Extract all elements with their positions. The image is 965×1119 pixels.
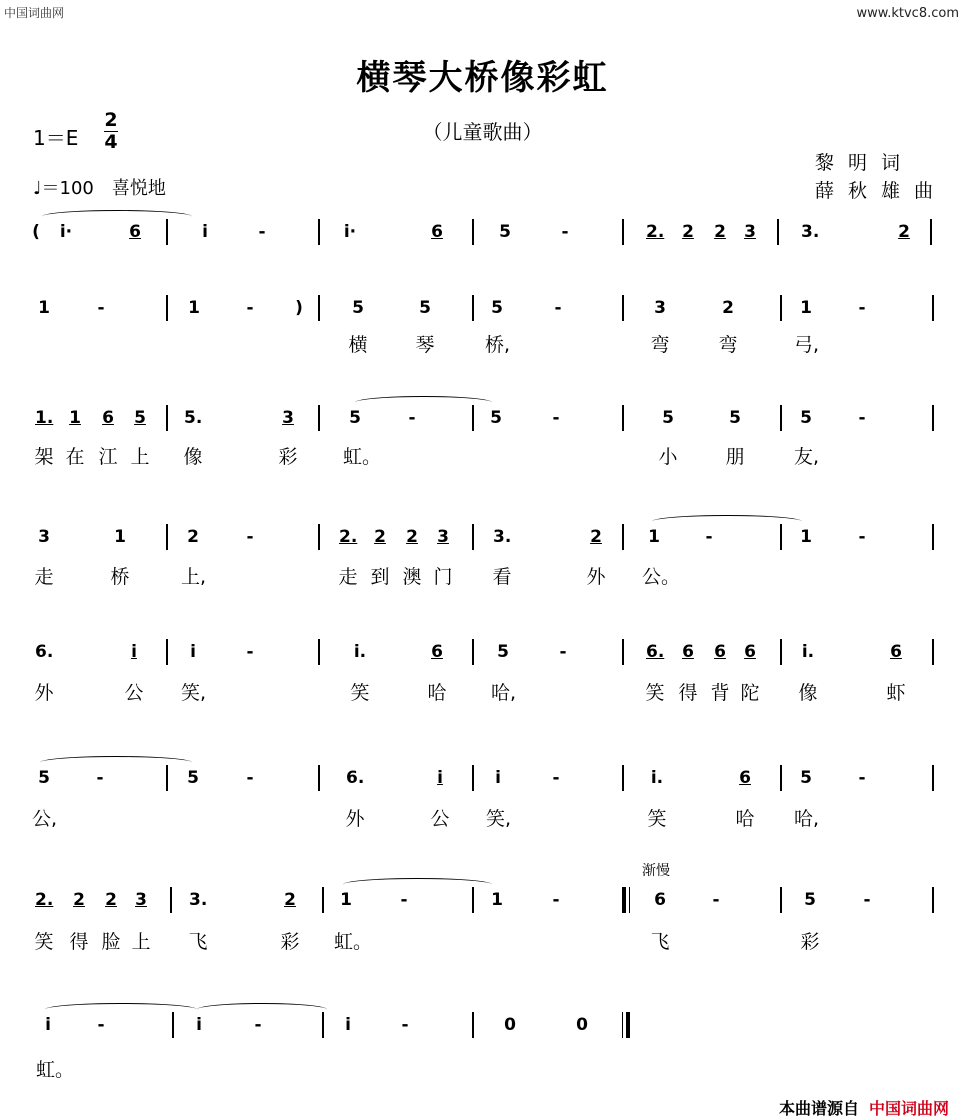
barline xyxy=(472,295,474,321)
lyric-6-6: 虹。 xyxy=(334,931,373,953)
note-3-10: 1 xyxy=(648,527,660,547)
composer-credit: 薛秋雄曲 xyxy=(815,180,948,202)
lyric-3-4: 到 xyxy=(370,566,390,588)
barline xyxy=(166,639,168,665)
tie-arc xyxy=(343,878,492,891)
lyric-6-5: 彩 xyxy=(280,931,300,953)
lyric-6-3: 上 xyxy=(131,931,151,953)
note-5-0: 5 xyxy=(38,768,50,788)
note-3-1: 1 xyxy=(114,527,126,547)
song-title: 横琴大桥像彩虹 xyxy=(356,58,609,98)
tie-arc xyxy=(652,515,802,528)
key-signature: 1＝E xyxy=(33,126,79,150)
note-6-13: - xyxy=(863,890,871,910)
barline xyxy=(170,887,172,913)
note-0-11: 2 xyxy=(714,222,726,242)
note-3-0: 3 xyxy=(38,527,50,547)
note-2-2: 6 xyxy=(102,408,114,428)
lyric-4-6: 笑 xyxy=(645,682,665,704)
lyric-4-1: 公 xyxy=(124,682,144,704)
lyric-2-6: 虹。 xyxy=(343,446,382,468)
note-2-4: 5. xyxy=(184,408,203,428)
note-2-11: 5 xyxy=(729,408,741,428)
note-6-12: 5 xyxy=(804,890,816,910)
note-3-5: 2 xyxy=(374,527,386,547)
note-0-13: 3. xyxy=(801,222,820,242)
meter-top: 2 xyxy=(104,109,118,131)
note-5-4: 6. xyxy=(346,768,365,788)
note-5-9: 6 xyxy=(739,768,751,788)
note-0-14: 2 xyxy=(898,222,910,242)
lyric-5-6: 哈, xyxy=(794,808,820,830)
lyric-5-4: 笑 xyxy=(647,808,667,830)
note-7-2: i xyxy=(196,1015,202,1035)
note-4-11: 6 xyxy=(744,642,756,662)
lyric-1-2: 桥, xyxy=(485,334,511,356)
note-1-6: 5 xyxy=(419,298,431,318)
lyric-4-8: 背 xyxy=(710,682,730,704)
lyric-3-7: 看 xyxy=(492,566,512,588)
final-barline xyxy=(622,1012,630,1038)
note-3-4: 2. xyxy=(339,527,358,547)
barline xyxy=(932,524,934,550)
note-1-9: 3 xyxy=(654,298,666,318)
note-7-1: - xyxy=(97,1015,105,1035)
lyric-4-5: 哈, xyxy=(491,682,517,704)
lyric-5-2: 公 xyxy=(430,808,450,830)
note-7-4: i xyxy=(345,1015,351,1035)
note-6-7: - xyxy=(400,890,408,910)
note-6-10: 6 xyxy=(654,890,666,910)
note-0-8: - xyxy=(561,222,569,242)
barline xyxy=(780,405,782,431)
barline xyxy=(318,765,320,791)
lyric-3-9: 公。 xyxy=(642,566,681,588)
lyric-4-2: 笑, xyxy=(181,682,207,704)
lyric-4-10: 像 xyxy=(798,682,818,704)
lyric-6-1: 得 xyxy=(69,931,89,953)
barline xyxy=(780,765,782,791)
barline xyxy=(622,405,624,431)
lyric-2-4: 像 xyxy=(183,446,203,468)
note-1-5: 5 xyxy=(352,298,364,318)
note-3-11: - xyxy=(705,527,713,547)
note-5-6: i xyxy=(495,768,501,788)
note-4-10: 6 xyxy=(714,642,726,662)
note-4-12: i. xyxy=(801,642,815,662)
note-2-7: - xyxy=(408,408,416,428)
note-2-5: 3 xyxy=(282,408,294,428)
note-5-11: - xyxy=(858,768,866,788)
note-2-8: 5 xyxy=(490,408,502,428)
barline xyxy=(622,219,624,245)
note-4-9: 6 xyxy=(682,642,694,662)
lyric-3-1: 桥 xyxy=(110,566,130,588)
note-4-1: i xyxy=(131,642,137,662)
note-6-11: - xyxy=(712,890,720,910)
barline xyxy=(472,639,474,665)
barline xyxy=(322,887,324,913)
note-2-6: 5 xyxy=(349,408,361,428)
note-4-8: 6. xyxy=(646,642,665,662)
note-5-5: i xyxy=(437,768,443,788)
note-6-8: 1 xyxy=(491,890,503,910)
lyric-2-3: 上 xyxy=(130,446,150,468)
note-2-9: - xyxy=(552,408,560,428)
barline xyxy=(166,524,168,550)
footer-source: 本曲谱源自 xyxy=(778,1099,859,1118)
note-2-0: 1. xyxy=(35,408,54,428)
note-4-6: 5 xyxy=(497,642,509,662)
footer-credit xyxy=(779,1096,949,1119)
note-7-6: 0 xyxy=(504,1015,516,1035)
barline xyxy=(318,219,320,245)
lyric-1-3: 弯 xyxy=(650,334,670,356)
note-1-8: - xyxy=(554,298,562,318)
note-5-10: 5 xyxy=(800,768,812,788)
note-0-6: 6 xyxy=(431,222,443,242)
lyric-3-8: 外 xyxy=(586,566,606,588)
note-4-4: i. xyxy=(353,642,367,662)
lyric-2-0: 架 xyxy=(34,446,54,468)
barline xyxy=(472,765,474,791)
lyric-6-2: 脸 xyxy=(101,931,121,953)
note-4-0: 6. xyxy=(35,642,54,662)
note-0-9: 2. xyxy=(646,222,665,242)
note-5-2: 5 xyxy=(187,768,199,788)
lyric-2-1: 在 xyxy=(65,446,85,468)
note-6-2: 2 xyxy=(105,890,117,910)
barline xyxy=(930,219,932,245)
note-3-2: 2 xyxy=(187,527,199,547)
note-3-3: - xyxy=(246,527,254,547)
lyric-4-9: 陀 xyxy=(740,682,760,704)
lyric-5-5: 哈 xyxy=(735,808,755,830)
note-3-6: 2 xyxy=(406,527,418,547)
tie-arc xyxy=(40,756,192,769)
lyric-3-3: 走 xyxy=(338,566,358,588)
meter-bottom: 4 xyxy=(104,131,118,153)
note-5-1: - xyxy=(96,768,104,788)
barline xyxy=(166,405,168,431)
barline xyxy=(777,219,779,245)
note-4-3: - xyxy=(246,642,254,662)
note-1-4: ) xyxy=(295,298,303,318)
note-6-3: 3 xyxy=(135,890,147,910)
barline xyxy=(318,405,320,431)
barline xyxy=(472,1012,474,1038)
note-1-12: - xyxy=(858,298,866,318)
lyric-3-2: 上, xyxy=(181,566,207,588)
note-7-5: - xyxy=(401,1015,409,1035)
footer-site: 中国词曲网 xyxy=(868,1099,949,1118)
lyric-5-0: 公, xyxy=(32,808,58,830)
lyric-3-0: 走 xyxy=(34,566,54,588)
note-1-0: 1 xyxy=(38,298,50,318)
tie-arc xyxy=(197,1003,327,1016)
note-6-4: 3. xyxy=(189,890,208,910)
note-0-1: i· xyxy=(59,222,73,242)
barline xyxy=(780,639,782,665)
lyric-6-0: 笑 xyxy=(34,931,54,953)
note-6-6: 1 xyxy=(340,890,352,910)
lyric-3-6: 门 xyxy=(433,566,453,588)
lyric-6-8: 彩 xyxy=(800,931,820,953)
note-1-3: - xyxy=(246,298,254,318)
note-6-1: 2 xyxy=(73,890,85,910)
note-7-7: 0 xyxy=(576,1015,588,1035)
note-3-7: 3 xyxy=(437,527,449,547)
barline xyxy=(932,639,934,665)
lyricist-credit: 黎明词 xyxy=(815,152,915,174)
lyric-5-1: 外 xyxy=(345,808,365,830)
note-6-0: 2. xyxy=(35,890,54,910)
note-0-3: i xyxy=(202,222,208,242)
note-0-7: 5 xyxy=(499,222,511,242)
note-5-3: - xyxy=(246,768,254,788)
lyric-4-3: 笑 xyxy=(350,682,370,704)
song-subtitle: （儿童歌曲） xyxy=(422,120,543,144)
barline xyxy=(932,765,934,791)
tie-arc xyxy=(355,396,492,409)
lyric-1-0: 横 xyxy=(348,334,368,356)
note-2-1: 1 xyxy=(69,408,81,428)
barline xyxy=(472,219,474,245)
lyric-2-5: 彩 xyxy=(278,446,298,468)
note-0-12: 3 xyxy=(744,222,756,242)
barline xyxy=(622,639,624,665)
barline xyxy=(622,295,624,321)
lyric-4-4: 哈 xyxy=(427,682,447,704)
note-3-12: 1 xyxy=(800,527,812,547)
note-5-8: i. xyxy=(650,768,664,788)
lyric-2-8: 朋 xyxy=(725,446,745,468)
note-1-1: - xyxy=(97,298,105,318)
note-2-12: 5 xyxy=(800,408,812,428)
lyric-6-4: 飞 xyxy=(188,931,208,953)
note-4-7: - xyxy=(559,642,567,662)
note-2-10: 5 xyxy=(662,408,674,428)
lyric-6-7: 飞 xyxy=(650,931,670,953)
lyric-7-0: 虹。 xyxy=(36,1059,75,1081)
lyric-2-7: 小 xyxy=(658,446,678,468)
note-2-3: 5 xyxy=(134,408,146,428)
barline xyxy=(622,524,624,550)
note-4-13: 6 xyxy=(890,642,902,662)
note-3-8: 3. xyxy=(493,527,512,547)
lyric-1-4: 弯 xyxy=(718,334,738,356)
note-0-5: i· xyxy=(343,222,357,242)
barline xyxy=(166,295,168,321)
lyric-1-1: 琴 xyxy=(415,334,435,356)
note-0-4: - xyxy=(258,222,266,242)
barline xyxy=(318,295,320,321)
site-watermark-right: www.ktvc8.com xyxy=(856,6,959,21)
note-5-7: - xyxy=(552,768,560,788)
note-6-5: 2 xyxy=(284,890,296,910)
tie-arc xyxy=(42,210,192,223)
barline xyxy=(932,405,934,431)
note-0-0: ( xyxy=(32,222,40,242)
lyric-4-7: 得 xyxy=(678,682,698,704)
barline xyxy=(622,765,624,791)
lyric-3-5: 澳 xyxy=(402,566,422,588)
barline xyxy=(780,887,782,913)
barline xyxy=(780,295,782,321)
lyric-5-3: 笑, xyxy=(486,808,512,830)
barline xyxy=(318,639,320,665)
lyric-2-2: 江 xyxy=(98,446,118,468)
barline xyxy=(932,887,934,913)
time-signature xyxy=(104,110,118,153)
note-1-2: 1 xyxy=(188,298,200,318)
tie-arc xyxy=(45,1003,197,1016)
lyric-4-11: 虾 xyxy=(886,682,906,704)
note-1-7: 5 xyxy=(491,298,503,318)
note-0-10: 2 xyxy=(682,222,694,242)
note-1-10: 2 xyxy=(722,298,734,318)
lyric-1-5: 弓, xyxy=(794,334,820,356)
note-7-0: i xyxy=(45,1015,51,1035)
lyric-2-9: 友, xyxy=(794,446,820,468)
lyric-4-0: 外 xyxy=(34,682,54,704)
barline xyxy=(318,524,320,550)
note-4-2: i xyxy=(190,642,196,662)
note-3-13: - xyxy=(858,527,866,547)
note-6-9: - xyxy=(552,890,560,910)
tempo-marking: ♩＝100 喜悦地 xyxy=(33,178,166,199)
note-0-2: 6 xyxy=(129,222,141,242)
note-3-9: 2 xyxy=(590,527,602,547)
barline xyxy=(472,524,474,550)
site-watermark-left: 中国词曲网 xyxy=(4,6,65,20)
ritardando-mark: 渐慢 xyxy=(642,863,670,879)
repeat-barline xyxy=(622,887,630,913)
note-4-5: 6 xyxy=(431,642,443,662)
barline xyxy=(932,295,934,321)
note-7-3: - xyxy=(254,1015,262,1035)
note-1-11: 1 xyxy=(800,298,812,318)
note-2-13: - xyxy=(858,408,866,428)
